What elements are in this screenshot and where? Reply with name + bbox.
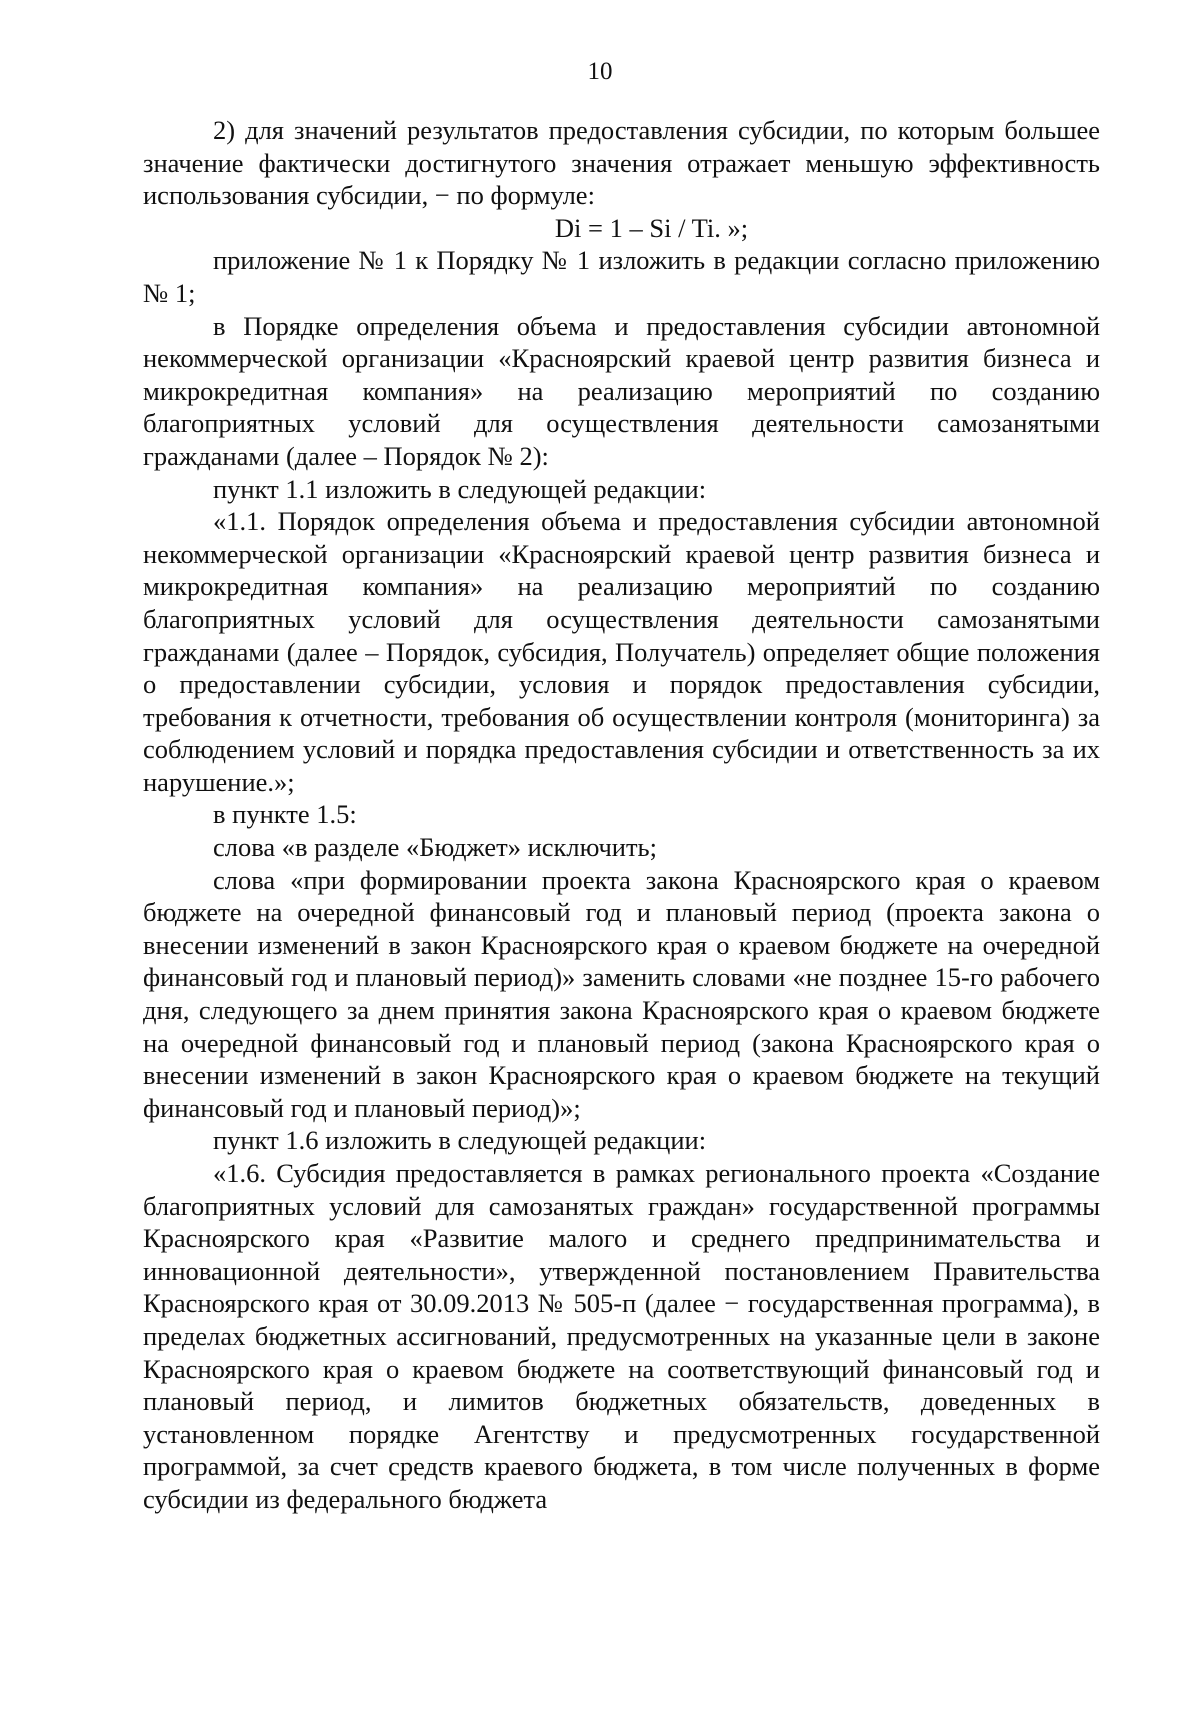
paragraph-clause-1-5-replace: слова «при формировании проекта закона Красноярского края о краевом бюджете на очередной финансовый год и плановый период (проекта закона о внесении изменений в закон Красноярского края о краевом бюджете на очередной финансовый год и плановый период)» заменить словами «не позднее 15-го рабочего дня, следующего за днем принятия закона Красноярского края о краевом бюджете на очередной финансовый год и плановый период (закона Красноярского края о внесении изменений в закон Красноярского края о краевом бюджете на текущий финансовый год и плановый период)»; bbox=[143, 864, 1100, 1123]
paragraph-clause-1-5-heading: в пункте 1.5: bbox=[213, 799, 357, 830]
paragraph-clause-1-6-heading: пункт 1.6 изложить в следующей редакции: bbox=[213, 1125, 707, 1156]
paragraph-formula-intro: 2) для значений результатов предоставления субсидии, по которым большее значение фактически достигнутого значения отражает меньшую эффективность использования субсидии, − по формуле: bbox=[143, 115, 1100, 211]
paragraph-order-2-intro: в Порядке определения объема и предоставления субсидии автономной некоммерческой организации «Красноярский краевой центр развития бизнеса и микрокредитная компания» на реализацию мероприятий по созданию благоприятных условий для осуществления деятельности самозанятыми гражданами (далее – Порядок № 2): bbox=[143, 310, 1100, 471]
paragraph-clause-1-5-exclude: слова «в разделе «Бюджет» исключить; bbox=[213, 832, 657, 863]
paragraph-clause-1-1-heading: пункт 1.1 изложить в следующей редакции: bbox=[213, 473, 707, 504]
page-number: 10 bbox=[587, 58, 613, 85]
document-body bbox=[143, 114, 1100, 1516]
paragraph-clause-1-1-text: «1.1. Порядок определения объема и предоставления субсидии автономной некоммерческой организации «Красноярский краевой центр развития бизнеса и микрокредитная компания» на реализацию мероприятий по созданию благоприятных условий для осуществления деятельности самозанятыми гражданами (далее – Порядок, субсидия, Получатель) определяет общие положения о предоставлении субсидии, условия и порядок предоставления субсидии, требования к отчетности, требования об осуществлении контроля (мониторинга) за соблюдением условий и порядка предоставления субсидии и ответственность за их нарушение.»; bbox=[143, 506, 1100, 797]
formula: Di = 1 – Si / Ti. »; bbox=[554, 212, 749, 243]
paragraph-appendix-1: приложение № 1 к Порядку № 1 изложить в редакции согласно приложению № 1; bbox=[143, 245, 1100, 308]
paragraph-clause-1-6-text: «1.6. Субсидия предоставляется в рамках регионального проекта «Создание благоприятных условий для самозанятых граждан» государственной программы Красноярского края «Развитие малого и среднего предпринимательства и инновационной деятельности», утвержденной постановлением Правительства Красноярского края от 30.09.2013 № 505-п (далее − государственная программа), в пределах бюджетных ассигнований, предусмотренных на указанные цели в законе Красноярского края о краевом бюджете на соответствующий финансовый год и плановый период, и лимитов бюджетных обязательств, доведенных в установленном порядке Агентству и предусмотренных государственной программой, за счет средств краевого бюджета, в том числе полученных в форме субсидии из федерального бюджета bbox=[143, 1158, 1100, 1514]
